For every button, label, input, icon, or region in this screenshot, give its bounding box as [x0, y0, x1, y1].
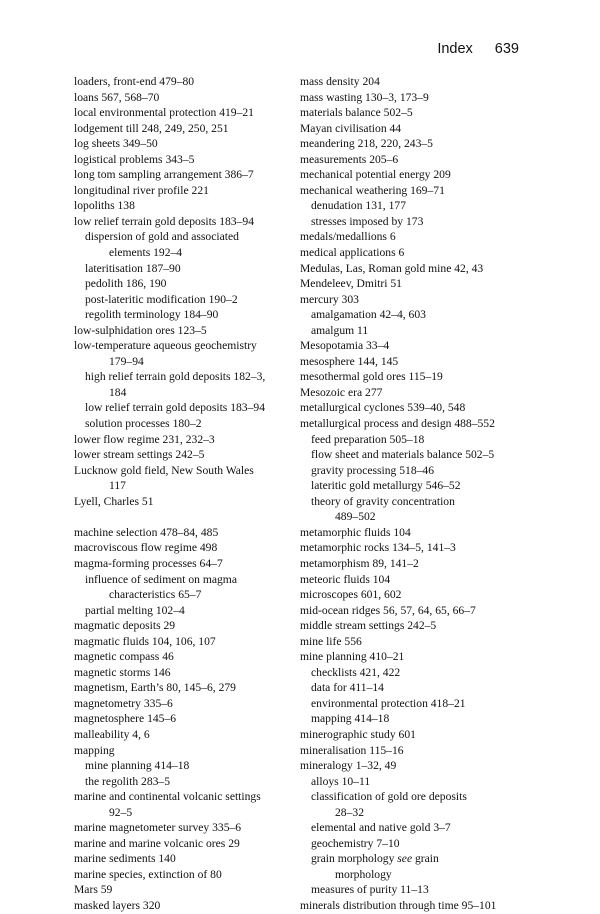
index-entry: marine and continental volcanic settings	[74, 790, 261, 804]
index-entry: macroviscous flow regime 498	[74, 541, 218, 555]
index-entry: mid-ocean ridges 56, 57, 64, 65, 66–7	[300, 603, 476, 617]
index-entry: log sheets 349–50	[74, 137, 158, 151]
index-column-right	[300, 74, 532, 914]
index-entry: Mayan civilisation 44	[300, 121, 402, 135]
index-entry: Mars 59	[74, 883, 113, 897]
index-entry: mass density 204	[300, 75, 380, 88]
index-subentry: mine planning 414–18	[85, 759, 190, 773]
index-entry: materials balance 502–5	[300, 106, 413, 120]
index-subentry: denudation 131, 177	[311, 199, 406, 213]
index-entry: magnetic storms 146	[74, 665, 171, 679]
index-entry: loans 567, 568–70	[74, 90, 160, 104]
index-column-left	[74, 74, 292, 914]
index-entry: mass wasting 130–3, 173–9	[300, 90, 429, 104]
index-subentry: dispersion of gold and associated	[85, 230, 239, 244]
index-subentry: the regolith 283–5	[85, 774, 171, 788]
index-entry: lower stream settings 242–5	[74, 448, 205, 462]
index-entry: low relief terrain gold deposits 183–94	[74, 214, 254, 228]
index-entry: meteoric fluids 104	[300, 572, 391, 586]
index-entry: mesosphere 144, 145	[300, 354, 399, 368]
index-subentry: partial melting 102–4	[85, 603, 185, 617]
index-entry: magnetometry 335–6	[74, 696, 173, 710]
index-subentry: high relief terrain gold deposits 182–3,	[85, 370, 266, 384]
index-entry: mine planning 410–21	[300, 650, 405, 664]
index-subentry: mapping 414–18	[311, 712, 390, 726]
index-subentry: checklists 421, 422	[311, 665, 401, 679]
index-subentry: alloys 10–11	[311, 774, 371, 788]
index-entry: meandering 218, 220, 243–5	[300, 137, 433, 151]
index-entry: magmatic fluids 104, 106, 107	[74, 634, 216, 648]
index-entry: Lyell, Charles 51	[74, 494, 154, 508]
index-entry: mapping	[74, 743, 115, 757]
index-entry: Medulas, Las, Roman gold mine 42, 43	[300, 261, 484, 275]
index-entry: lodgement till 248, 249, 250, 251	[74, 121, 229, 135]
index-entry: mineralisation 115–16	[300, 743, 404, 757]
index-entry: metallurgical process and design 488–552	[300, 417, 495, 431]
index-entry: mechanical weathering 169–71	[300, 183, 445, 197]
index-entry: measurements 205–6	[300, 152, 399, 166]
index-subentry: post-lateritic modification 190–2	[85, 292, 238, 306]
index-entry: longitudinal river profile 221	[74, 183, 209, 197]
page-number: 639	[494, 41, 519, 57]
index-entry: Mesopotamia 33–4	[300, 339, 390, 353]
index-entry: mechanical potential energy 209	[300, 168, 451, 182]
index-subentry: lateritisation 187–90	[85, 261, 181, 275]
index-entry: masked layers 320	[74, 898, 161, 912]
index-subentry: grain morphology see grain	[311, 852, 439, 866]
index-entry-continuation: 28–32	[335, 805, 364, 819]
index-subentry: gravity processing 518–46	[311, 463, 435, 477]
index-entry: minerals distribution through time 95–101	[300, 898, 497, 912]
index-subentry: amalgamation 42–4, 603	[311, 308, 426, 322]
index-entry: magnetic compass 46	[74, 650, 174, 664]
index-subentry: low relief terrain gold deposits 183–94	[85, 401, 265, 415]
index-entry: metamorphic fluids 104	[300, 525, 411, 539]
index-subentry: geochemistry 7–10	[311, 836, 400, 850]
index-entry: middle stream settings 242–5	[300, 619, 437, 633]
index-entry: logistical problems 343–5	[74, 152, 195, 166]
index-entry: low-temperature aqueous geochemistry	[74, 339, 257, 353]
index-entry: magnetosphere 145–6	[74, 712, 177, 726]
index-entry: lower flow regime 231, 232–3	[74, 432, 215, 446]
index-entry: medical applications 6	[300, 246, 405, 260]
index-entry: minerographic study 601	[300, 727, 416, 741]
index-subentry: data for 411–14	[311, 681, 384, 695]
index-subentry: amalgum 11	[311, 323, 369, 337]
index-entry: marine and marine volcanic ores 29	[74, 836, 240, 850]
index-entry: marine magnetometer survey 335–6	[74, 821, 242, 835]
index-subentry: flow sheet and materials balance 502–5	[311, 448, 495, 462]
index-entry: loaders, front-end 479–80	[74, 75, 195, 88]
index-entry-continuation: 92–5	[109, 805, 133, 819]
index-entry: metamorphic rocks 134–5, 141–3	[300, 541, 456, 555]
index-entry: malleability 4, 6	[74, 727, 150, 741]
index-entry: mercury 303	[300, 292, 359, 306]
index-entry: magmatic deposits 29	[74, 619, 176, 633]
index-entry: lopoliths 138	[74, 199, 135, 213]
section-gap	[74, 509, 292, 525]
index-entry: metamorphism 89, 141–2	[300, 556, 419, 570]
index-entry: mineralogy 1–32, 49	[300, 759, 397, 773]
index-entry: Mesozoic era 277	[300, 385, 383, 399]
index-entry: mesothermal gold ores 115–19	[300, 370, 443, 384]
index-subentry: lateritic gold metallurgy 546–52	[311, 479, 461, 493]
index-subentry: pedolith 186, 190	[85, 277, 167, 291]
index-entry: mine life 556	[300, 634, 362, 648]
index-subentry: solution processes 180–2	[85, 417, 202, 431]
index-entry: low-sulphidation ores 123–5	[74, 323, 207, 337]
index-subentry: measures of purity 11–13	[311, 883, 429, 897]
index-entry: medals/medallions 6	[300, 230, 396, 244]
index-entry: magnetism, Earth’s 80, 145–6, 279	[74, 681, 236, 695]
index-entry-continuation: 184	[109, 385, 127, 399]
index-entry: Lucknow gold field, New South Wales	[74, 463, 254, 477]
index-entry: marine species, extinction of 80	[74, 867, 222, 881]
index-entry: microscopes 601, 602	[300, 588, 402, 602]
index-entry-continuation: morphology	[335, 867, 392, 881]
index-entry: marine sediments 140	[74, 852, 176, 866]
index-entry: Mendeleev, Dmitri 51	[300, 277, 402, 291]
index-entry: local environmental protection 419–21	[74, 106, 254, 120]
index-entry-continuation: 489–502	[335, 510, 376, 524]
index-entry: long tom sampling arrangement 386–7	[74, 168, 254, 182]
index-entry-continuation: characteristics 65–7	[109, 588, 202, 602]
index-entry: metallurgical cyclones 539–40, 548	[300, 401, 466, 415]
index-subentry: influence of sediment on magma	[85, 572, 237, 586]
index-subentry: theory of gravity concentration	[311, 494, 455, 508]
running-header-title: Index	[437, 41, 473, 57]
index-entry-continuation: 117	[109, 479, 126, 493]
index-subentry: environmental protection 418–21	[311, 696, 466, 710]
index-entry-continuation: 179–94	[109, 354, 144, 368]
index-subentry: feed preparation 505–18	[311, 432, 425, 446]
index-entry: magma-forming processes 64–7	[74, 556, 223, 570]
index-subentry: stresses imposed by 173	[311, 214, 424, 228]
index-subentry: regolith terminology 184–90	[85, 308, 219, 322]
running-header	[437, 41, 519, 57]
index-entry-continuation: elements 192–4	[109, 246, 183, 260]
index-entry: machine selection 478–84, 485	[74, 525, 219, 539]
index-subentry: elemental and native gold 3–7	[311, 821, 451, 835]
index-subentry: classification of gold ore deposits	[311, 790, 467, 804]
